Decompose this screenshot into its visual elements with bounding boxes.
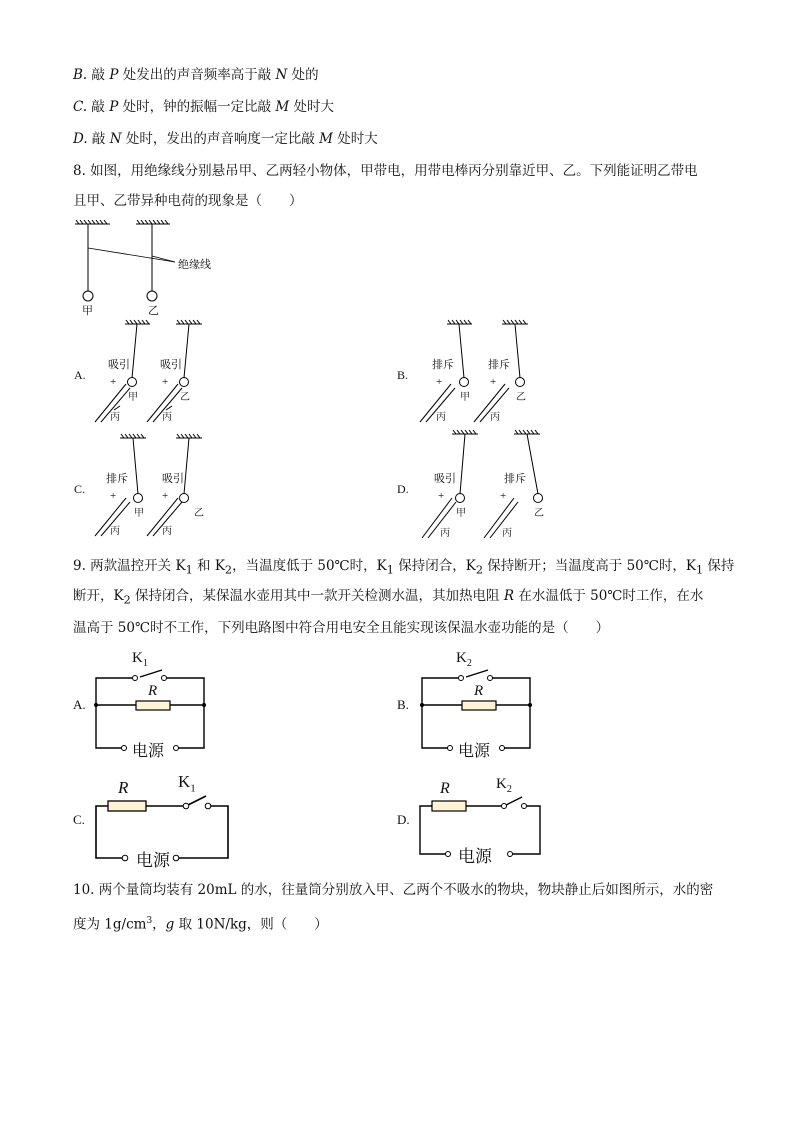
resistor-symbol [462,701,496,710]
bing-label: 丙 [436,412,446,423]
yi-label: 乙 [534,508,544,519]
q8-option-a-letter: A. [74,368,86,382]
q9-option-a-circuit [92,650,212,760]
label-left: 吸引 [434,473,456,485]
label-right: 排斥 [504,473,526,485]
resistor-symbol [108,801,146,811]
bing-label: 丙 [110,412,120,423]
label-left: 排斥 [432,359,454,371]
resistor-label: R [474,683,484,699]
switch-label: $K_1$ [178,772,196,795]
bing-label: 丙 [440,528,450,539]
q8-option-b-letter: B. [397,368,409,382]
switch-label: $K_1$ [132,650,148,669]
bing-label: 丙 [110,526,120,537]
q8-option-b-figure [412,318,552,428]
jia-label: 甲 [134,508,144,519]
bing-label: 丙 [502,528,512,539]
insulator-label: 绝缘线 [178,259,211,271]
yi-label: 乙 [148,305,159,317]
yi-label: 乙 [516,392,526,403]
q9-stem-line2: 断开，$K_2$ 保持闭合，某保温水壶用其中一款开关检测水温，其加热电阻 R 在水温低于 50℃时工作，在水 [73,588,704,607]
option-letter: D. [73,131,88,147]
resistor-symbol [432,801,466,811]
q10-stem-line1: 10. 两个量筒均装有 20mL 的水，往量筒分别放入甲、乙两个不吸水的物块，物块静止后如图所示，水的密 [73,882,714,898]
q9-stem-line3: 温高于 50℃时不工作，下列电路图中符合用电安全且能实现该保温水壶功能的是（ ） [73,620,610,636]
plus-sign: + [162,490,169,502]
label-left: 吸引 [108,359,130,371]
q9-option-b-circuit [418,650,538,760]
q9-option-c-letter: C. [73,812,85,827]
q9-option-d-letter: D. [397,812,410,827]
plus-sign: + [110,376,117,388]
label-right: 吸引 [162,473,184,485]
ceiling-hatch-left [75,220,110,224]
q8-option-c-figure [90,432,220,542]
option-d-prev: D. 敲 N 处时，发出的声音响度一定比敲 M 处时大 [73,131,378,147]
q8-stem-line1: 8. 如图，用绝缘线分别悬吊甲、乙两轻小物体，甲带电，用带电棒丙分别靠近甲、乙。下列能证明乙带电 [73,163,698,179]
jia-label: 甲 [82,305,93,317]
option-b-prev: B. 敲 P 处发出的声音频率高于敲 N 处的 [73,67,319,83]
q9-option-a-letter: A. [73,697,86,712]
switch-label: $K_2$ [496,776,512,795]
power-source-label: 电源 [132,743,165,760]
plus-sign: + [436,376,443,388]
resistor-label: R [148,683,158,699]
label-left: 排斥 [106,473,128,485]
yi-label: 乙 [194,508,204,519]
resistor-symbol [136,701,170,710]
power-source-label: 电源 [458,847,492,866]
q10-stem-line2: 度为 $1g/cm^3$，g 取 10N/kg，则（ ） [73,916,328,933]
pointer-line-1 [88,248,175,262]
label-right: 排斥 [488,359,510,371]
q9-option-d-circuit [416,774,546,864]
option-letter: C. [73,99,88,115]
resistor-label: R [118,778,129,797]
q8-option-d-letter: D. [397,482,409,496]
switch-label: $K_2$ [456,650,472,669]
q8-option-a-figure [90,318,220,428]
plus-sign: + [500,490,507,502]
resistor-label: R [440,780,450,797]
ball-jia [83,291,93,301]
ceiling-hatch-right [136,220,170,224]
plus-sign: + [490,376,497,388]
yi-label: 乙 [180,392,190,403]
ball-yi [147,291,157,301]
option-c-prev: C. 敲 P 处时，钟的振幅一定比敲 M 处时大 [73,99,335,115]
power-source-label: 电源 [458,743,491,760]
power-source-label: 电源 [136,851,170,870]
q9-stem-line1: 9. 两款温控开关 $K_1$ 和 $K_2$，当温度低于 50℃时，$K_1$ 保持闭合，$K_2$ 保持断开；当温度高于 50℃时，$K_1$ 保持 [73,558,735,577]
q9-option-b-letter: B. [397,697,409,712]
plus-sign: + [110,490,117,502]
bing-label: 丙 [162,412,172,423]
bing-label: 丙 [490,412,500,423]
plus-sign: + [162,376,169,388]
option-letter: B. [73,67,88,83]
q8-option-b-drawing [412,318,552,428]
q8-option-d-figure [412,428,562,542]
plus-sign: + [438,490,445,502]
jia-label: 甲 [460,392,470,403]
q9-option-c-circuit [92,768,237,868]
q8-option-c-letter: C. [74,482,86,496]
label-right: 吸引 [160,359,182,371]
jia-label: 甲 [456,508,466,519]
jia-label: 甲 [128,392,138,403]
q8-stem-line2: 且甲、乙带异种电荷的现象是（ ） [73,193,303,209]
bing-label: 丙 [162,526,172,537]
